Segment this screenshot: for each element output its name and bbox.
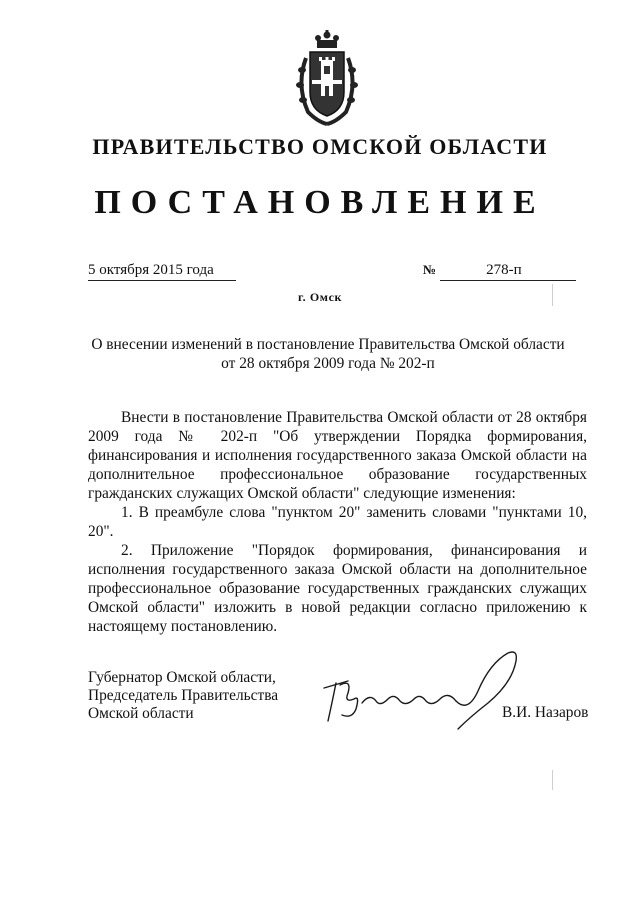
signatory-line-1: Губернатор Омской области,: [88, 669, 276, 686]
signatory-title: [88, 669, 278, 723]
coat-of-arms-emblem-icon: [294, 30, 360, 126]
document-body: [88, 408, 587, 636]
document-number: 278-п: [440, 262, 576, 281]
body-paragraph-item-2: 2. Приложение "Порядок формирования, финансирования и исполнения государственного заказа Омской области на дополнительное профессиональное образование государственных гражданских служащих Омской области" изложить в новой редакции согласно приложению к настоящему постановлению.: [88, 542, 587, 635]
document-subject: [90, 335, 566, 373]
scan-artifact-line: [552, 284, 553, 306]
scan-artifact-line: [552, 770, 553, 790]
subject-line-1: О внесении изменений в постановление Правительства Омской области: [91, 336, 565, 353]
government-title: ПРАВИТЕЛЬСТВО ОМСКОЙ ОБЛАСТИ: [92, 134, 548, 159]
signatory-line-3: Омской области: [88, 705, 194, 722]
number-sign: №: [423, 262, 437, 277]
body-paragraph-intro: Внести в постановление Правительства Омской области от 28 октября 2009 года № 202-п "Об утверждении Порядка формирования, финансирования и исполнения государственного заказа Омской области на дополнительное профессиональное образование государственных гражданских служащих Омской области" следующие изменения:: [88, 409, 587, 502]
signatory-name: В.И. Назаров: [502, 704, 589, 721]
document-date: 5 октября 2015 года: [88, 262, 236, 281]
document-number-block: [423, 262, 576, 281]
handwritten-signature-icon: [318, 643, 524, 733]
signatory-line-2: Председатель Правительства: [88, 687, 279, 704]
subject-line-2: от 28 октября 2009 года № 202-п: [221, 355, 435, 372]
body-paragraph-item-1: 1. В преамбуле слова "пунктом 20" заменить словами "пунктами 10, 20".: [88, 504, 587, 540]
document-type-title: ПОСТАНОВЛЕНИЕ: [94, 184, 546, 221]
city-label: г. Омск: [297, 290, 343, 304]
